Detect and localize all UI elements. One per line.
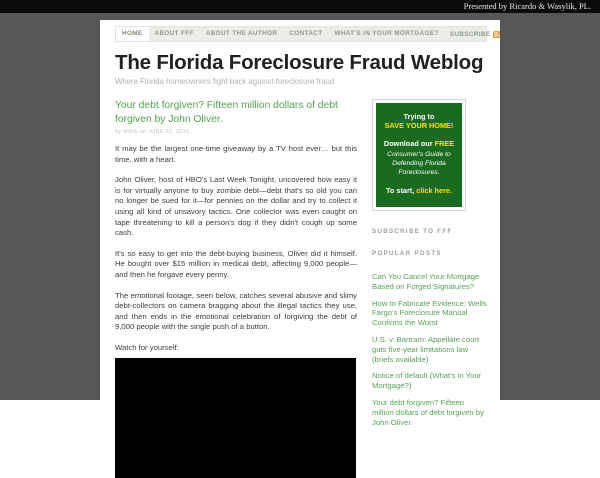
ad-free-text: FREE (434, 139, 455, 148)
ad-line-download (380, 139, 458, 148)
ad-click-here-link[interactable]: click here. (416, 186, 452, 195)
nav-item[interactable] (116, 27, 149, 41)
topbar (0, 0, 600, 13)
post-paragraph: It may be the largest one-time giveaway by a TV host ever… but this time, with a heart. (115, 144, 357, 164)
presented-by-text: Presented by Ricardo & Wasylik, PL. (463, 1, 591, 11)
nav-item-label: CONTACT (289, 30, 323, 37)
popular-post-link[interactable]: U.S. v. Bartram: Appellate court guts five-year limitations law (briefs available) (372, 334, 480, 364)
page (100, 20, 500, 427)
subscribe-label: SUBSCRIBE (449, 30, 491, 38)
nav-item-label: HOME (122, 30, 143, 37)
nav-item[interactable] (283, 27, 328, 41)
nav-item[interactable] (149, 27, 200, 41)
video-embed[interactable] (115, 358, 356, 478)
popular-posts-list (372, 272, 487, 427)
ad-guide-line1: Consumer's Guide to (387, 151, 451, 158)
post-body (115, 144, 357, 333)
save-your-home-ad[interactable] (372, 99, 466, 211)
rss-icon (493, 31, 500, 38)
post-byline: by MIKE on JUNE 22, 2016 (115, 129, 190, 135)
ad-guide-line2: Defending Florida Foreclosures. (392, 160, 446, 176)
post-paragraph: It's so easy to get into the debt-buying business, Oliver did it himself. He bought over $15 million in medical debt, affecting 9,000 people—and then he forgave every penny. (115, 248, 357, 279)
site-tagline: Where Florida homeowners fight back against foreclosure fraud (115, 77, 335, 86)
ad-line-save-home: SAVE YOUR HOME! (384, 121, 454, 130)
nav-item[interactable] (200, 27, 284, 41)
nav-items (116, 27, 445, 41)
popular-post-link[interactable]: How to Fabricate Evidence: Wells Fargo's Foreclosure Manual Confirms the Worst (372, 298, 487, 328)
nav-item[interactable] (329, 27, 445, 41)
nav-item-label: ABOUT THE AUTHOR (205, 30, 278, 37)
content-area (115, 99, 487, 478)
post-title-link[interactable]: Your debt forgiven? Fifteen million dollars of debt forgiven by John Oliver. (115, 100, 338, 125)
article-column (115, 99, 357, 478)
nav-item-label: WHAT'S IN YOUR MORTGAGE? (334, 30, 439, 37)
subscribe-to-fff-heading: SUBSCRIBE TO FFF (372, 228, 453, 235)
sidebar (372, 99, 487, 478)
subscribe-link[interactable] (445, 27, 506, 41)
post-paragraph: The emotional footage, seen below, catches several abusive and slimy debt-collectors on camera bragging about the illegal tactics they use, and then ends in the emotional celebration of forgiving the debt of 9,000 people with the single push of a button. (115, 290, 357, 332)
ad-line-trying: Trying to (403, 112, 435, 121)
ad-line-start (380, 186, 458, 195)
site-title[interactable]: The Florida Foreclosure Fraud Weblog (115, 51, 484, 74)
ad-to-start-text: To start, (386, 186, 415, 195)
popular-post-link[interactable]: Notice of default (What's in Your Mortgage?) (372, 371, 482, 391)
nav-item-label: ABOUT FFF (154, 30, 194, 37)
ad-download-text: Download our (383, 139, 433, 148)
popular-posts-heading: POPULAR POSTS (372, 250, 442, 257)
ad-inner (376, 103, 462, 207)
popular-post-link[interactable]: Your debt forgiven? Fifteen million dollars of debt forgiven by John Oliver. (372, 397, 484, 427)
watch-for-yourself-label: Watch for yourself: (115, 342, 179, 352)
popular-post-link[interactable]: Can You Cancel Your Mortgage Based on Forged Signatures? (372, 272, 480, 291)
main-nav (115, 26, 491, 42)
post-paragraph: John Oliver, host of HBO's Last Week Tonight, uncovered how easy it is for virtually anyone to buy zombie debt—debt that's so old you can no longer be sued for it—for pennies on the dollar and try to collect it using all kind of unsavory tactics. One collector was even caught on tape threatening to kill a person's dog if they didn't cough up some cash. (115, 175, 357, 238)
